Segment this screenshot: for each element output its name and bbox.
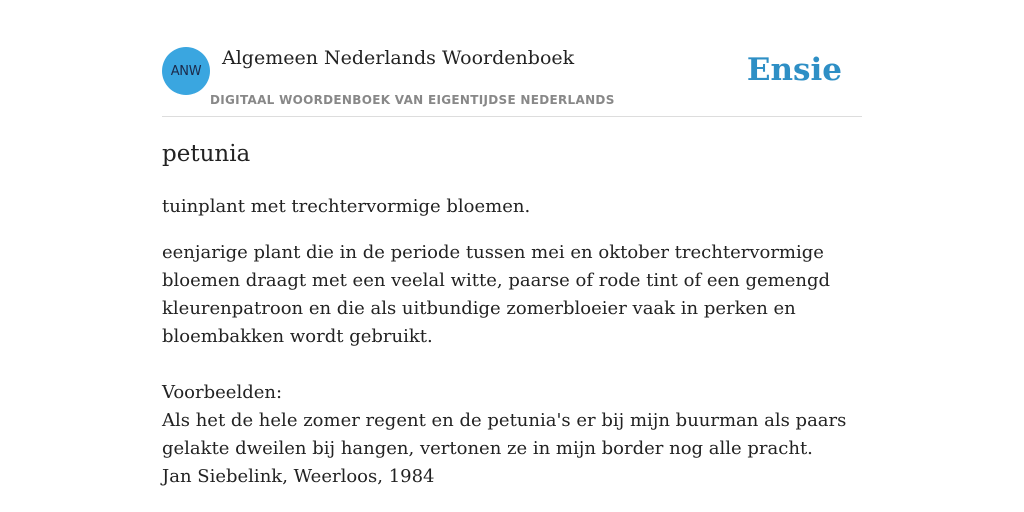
long-definition: eenjarige plant die in de periode tussen mei en oktober trechtervormige bloemen draagt met een veelal witte, paarse of rode tint of een gemengd kleurenpatroon en die als uitbundige zomerbloeier vaak in perken en bloembakken wordt gebruikt. xyxy=(162,242,831,347)
site-subtitle: DIGITAAL WOORDENBOEK VAN EIGENTIJDSE NEDERLANDS xyxy=(210,93,615,107)
example-source: Jan Siebelink, Weerloos, 1984 xyxy=(162,466,435,487)
ensie-brand-logo[interactable]: Ensie xyxy=(746,52,842,88)
header xyxy=(162,46,862,117)
entry-content xyxy=(162,138,867,491)
examples-label: Voorbeelden: xyxy=(162,382,283,403)
short-definition: tuinplant met trechtervormige bloemen. xyxy=(162,196,531,217)
example-text: Als het de hele zomer regent en de petunia's er bij mijn buurman als paars gelakte dweilen bij hangen, vertonen ze in mijn border nog alle pracht. xyxy=(162,410,847,459)
anw-logo[interactable]: ANW xyxy=(162,47,210,95)
site-title[interactable]: Algemeen Nederlands Woordenboek xyxy=(222,47,575,69)
headword: petunia xyxy=(162,141,251,167)
